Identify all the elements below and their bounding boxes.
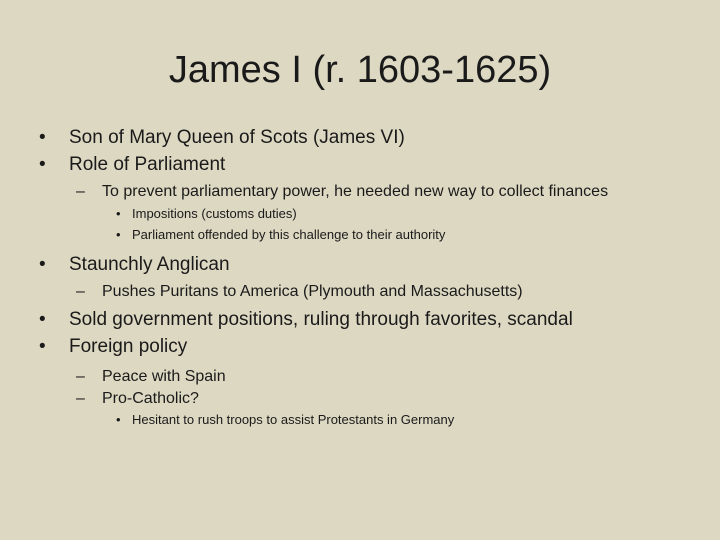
sub-bullet-text: Pushes Puritans to America (Plymouth and Massachusetts) bbox=[102, 283, 523, 300]
bullet-text: Staunchly Anglican bbox=[69, 254, 230, 275]
sub-sub-bullet-text: Hesitant to rush troops to assist Protestants in Germany bbox=[132, 412, 455, 427]
sub-bullet-text: To prevent parliamentary power, he needed new way to collect finances bbox=[102, 183, 609, 200]
bullet-marker: • bbox=[39, 127, 46, 148]
sub-bullet-item bbox=[36, 283, 662, 300]
sub-bullet-item bbox=[36, 368, 662, 385]
sub-bullet-marker: – bbox=[76, 183, 85, 200]
sub-bullet-item bbox=[36, 183, 662, 200]
sub-sub-bullet-item bbox=[36, 409, 696, 430]
bullet-marker: • bbox=[39, 309, 46, 330]
bullet-text: Son of Mary Queen of Scots (James VI) bbox=[69, 127, 405, 148]
sub-sub-bullet-item bbox=[36, 203, 696, 224]
sub-sub-bullet-marker: • bbox=[116, 227, 121, 242]
sub-sub-bullet-text: Impositions (customs duties) bbox=[132, 206, 297, 221]
slide-body bbox=[36, 124, 696, 430]
bullet-item bbox=[36, 124, 696, 151]
sub-bullet-marker: – bbox=[76, 368, 85, 385]
slide-title: James I (r. 1603-1625) bbox=[168, 49, 552, 91]
sub-sub-bullet-item bbox=[36, 224, 696, 245]
sub-bullet-marker: – bbox=[76, 283, 85, 300]
bullet-item bbox=[36, 251, 696, 278]
sub-sub-bullet-text: Parliament offended by this challenge to their authority bbox=[132, 227, 446, 242]
sub-bullet-item bbox=[36, 390, 662, 407]
bullet-item bbox=[36, 333, 696, 360]
sub-sub-bullet-marker: • bbox=[116, 206, 121, 221]
bullet-text: Sold government positions, ruling through favorites, scandal bbox=[69, 309, 573, 330]
bullet-marker: • bbox=[39, 254, 46, 275]
sub-bullet-text: Pro-Catholic? bbox=[102, 390, 199, 407]
sub-bullet-text: Peace with Spain bbox=[102, 368, 226, 385]
bullet-text: Foreign policy bbox=[69, 336, 188, 357]
bullet-text: Role of Parliament bbox=[69, 154, 226, 175]
bullet-marker: • bbox=[39, 336, 46, 357]
sub-bullet-marker: – bbox=[76, 390, 85, 407]
bullet-marker: • bbox=[39, 154, 46, 175]
sub-sub-bullet-marker: • bbox=[116, 412, 121, 427]
bullet-item bbox=[36, 306, 696, 333]
bullet-item bbox=[36, 151, 696, 178]
